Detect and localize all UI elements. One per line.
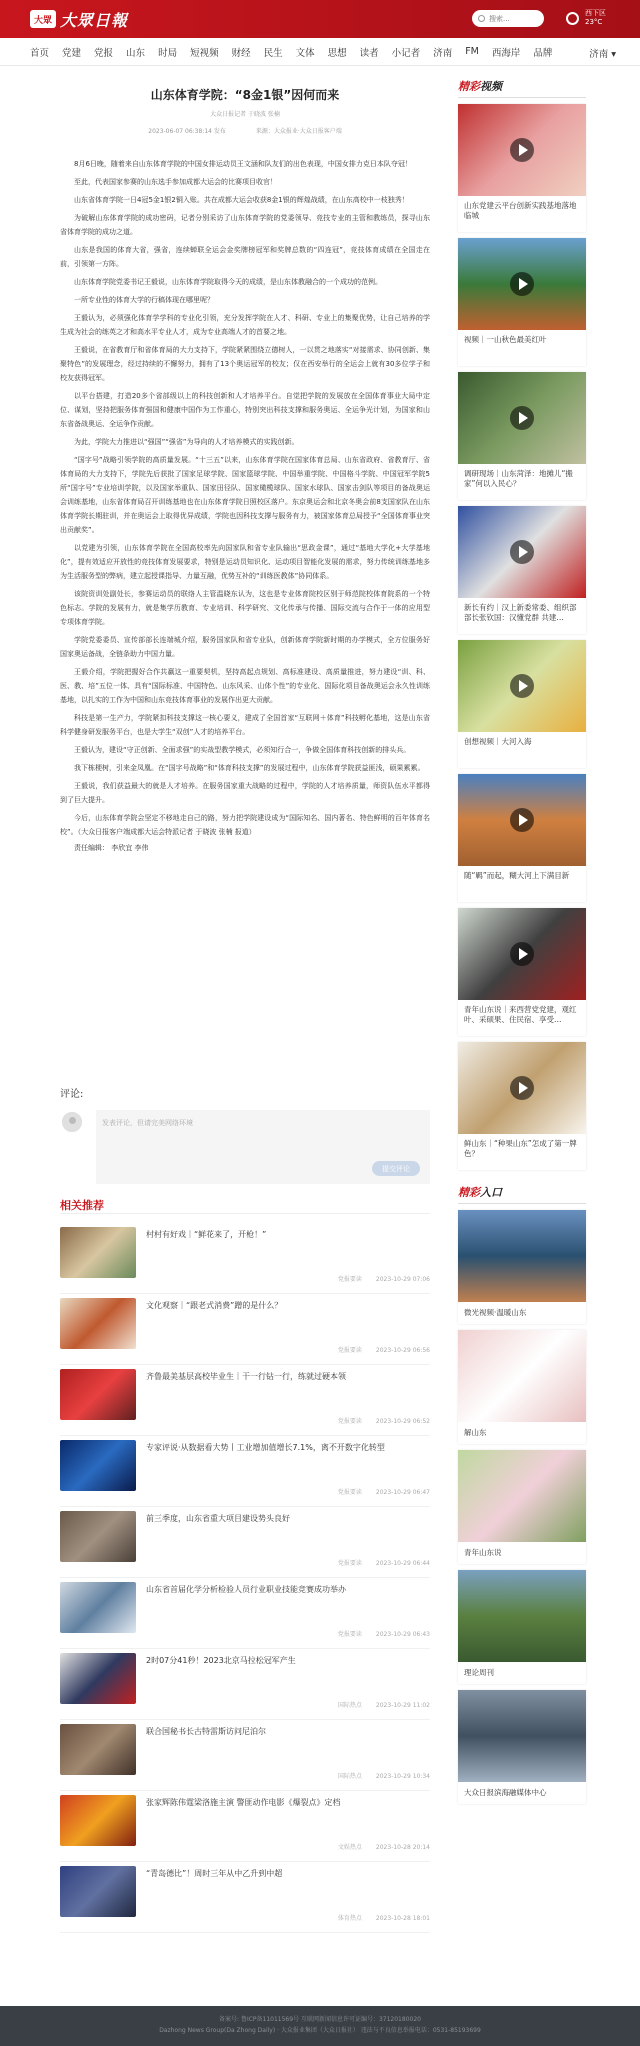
article-paragraph: 为破解山东体育学院的成功密码，记者分别采访了山东体育学院的党委领导、竞技专业的主管和教练员，探寻山东省体育学院的成功之道。 xyxy=(60,214,430,236)
related-meta xyxy=(324,1771,430,1780)
entry-heading: 精彩入口 xyxy=(458,1186,502,1199)
entry-card[interactable] xyxy=(458,1210,586,1324)
video-thumbnail[interactable] xyxy=(458,104,586,196)
nav-item[interactable]: 读者 xyxy=(359,47,379,59)
sun-icon xyxy=(566,12,579,25)
play-icon[interactable] xyxy=(510,272,534,296)
play-icon[interactable] xyxy=(510,808,534,832)
comment-box[interactable] xyxy=(96,1110,430,1184)
article-author: 大众日报记者 于晓波 张楠 xyxy=(210,111,280,118)
related-date: 2023-10-29 06:44 xyxy=(375,1560,430,1567)
list-item[interactable] xyxy=(60,1436,430,1507)
article-paragraph: 该院资训处副处长，参赛运动员的联络人主管温晓东认为，这也是专业体育院校区别于师范院校体育院系的一个特色标志。学院的发展有力，就是集学历教育、专业培训、科学研究、文化传承与传播、国际交流与合作于一体的应用型专项体育学院。 xyxy=(60,590,430,626)
video-thumbnail[interactable] xyxy=(458,238,586,330)
nav-item[interactable]: 短视频 xyxy=(190,47,219,59)
weather-temp: 23°C xyxy=(585,18,603,26)
related-title[interactable]: 2时07分41秒！2023北京马拉松冠军产生 xyxy=(146,1656,296,1665)
footer-line: 备案号: 鲁ICP备11011569号 互联网新闻信息许可证编号：37120180020 xyxy=(219,2016,421,2023)
article-paragraph: 山东体育学院党委书记王毅说，山东体育学院取得今天的成绩，是山东体教融合的一个成功的范例。 xyxy=(74,278,382,286)
divider xyxy=(458,1203,586,1204)
related-meta xyxy=(324,1345,430,1354)
article-title: 山东体育学院：“8金1银”因何而来 xyxy=(150,88,340,102)
related-date: 2023-10-29 06:56 xyxy=(375,1347,430,1354)
related-source: 党报要读 xyxy=(337,1560,362,1567)
entry-thumbnail[interactable] xyxy=(458,1450,586,1542)
list-item[interactable] xyxy=(60,1507,430,1578)
related-source: 党报要读 xyxy=(337,1631,362,1638)
entry-caption[interactable]: 青年山东说 xyxy=(464,1548,502,1557)
region-select[interactable]: 济南 ▾ xyxy=(589,49,616,60)
article-paragraph: 以平台搭建，打造20多个省部级以上的科技创新和人才培养平台。自觉把学院的发展放在全国体育事业大局中定位、谋划，坚持把服务体育强国和健康中国作为工作重心，特别突出科技支撑和服务奥运、全运争光计划，为国家和山东省备战奥运、全运争作贡献。 xyxy=(60,392,430,428)
related-source: 体育热点 xyxy=(337,1915,362,1922)
comment-heading: 评论: xyxy=(60,1089,84,1100)
related-date: 2023-10-29 07:06 xyxy=(375,1276,430,1283)
nav-item[interactable]: 文体 xyxy=(295,47,315,59)
entry-card[interactable] xyxy=(458,1330,586,1444)
related-heading: 相关推荐 xyxy=(60,1199,104,1212)
related-date: 2023-10-28 20:14 xyxy=(375,1844,430,1851)
related-date: 2023-10-29 06:43 xyxy=(375,1631,430,1638)
related-title[interactable]: 专家评说·从数据看大势丨工业增加值增长7.1%，离不开数字化转型 xyxy=(146,1443,385,1452)
related-date: 2023-10-29 11:02 xyxy=(375,1702,430,1709)
list-item[interactable] xyxy=(60,1862,430,1933)
related-meta xyxy=(324,1842,430,1851)
top-bar xyxy=(0,0,640,38)
article-paragraph: 我下栋梗树，引来金凤凰。在“国字号战略”和“体育科技支撑”的发展过程中，山东体育学院获益匪浅，硕果累累。 xyxy=(74,764,425,772)
article-paragraph: 王毅说，我们获益最大的就是人才培养。在服务国家重大战略的过程中，学院的人才培养质量，师资队伍水平都得到了巨大提升。 xyxy=(60,782,430,804)
play-icon[interactable] xyxy=(510,674,534,698)
comment-input[interactable]: 发表评论，但请完美网络环境 xyxy=(102,1119,193,1127)
related-source: 党报要读 xyxy=(337,1276,362,1283)
article-source: 来源：大众报业·大众日报客户端 xyxy=(255,128,342,135)
thumbnail[interactable] xyxy=(60,1724,136,1775)
article-paragraph: 山东是我国的体育大省，强省，连续蝉联全运会金奖牌榜冠军和奖牌总数的“四连冠”，竞技体育成绩在全国走在前，引领第一方阵。 xyxy=(60,246,430,268)
video-card[interactable] xyxy=(458,640,586,768)
weather-location: 西下区 xyxy=(585,9,606,17)
article-paragraph: 一所专业性的体育大学的行稿体现在哪里呢？ xyxy=(74,296,214,304)
article-paragraph: 今后，山东体育学院会坚定不移地走自己的路，努力把学院建设成为“国际知名、国内著名、特色鲜明的百年体育名校”。（大众日报客户端成都大运会特派记者 于晓波 张楠 报道） xyxy=(60,814,430,836)
weather-widget xyxy=(566,9,606,27)
video-thumbnail[interactable] xyxy=(458,774,586,866)
nav-item[interactable]: 党报 xyxy=(94,47,114,59)
article-paragraph: 以党建为引领，山东体育学院在全国高校率先向国家队和省专业队输出“思政金课”，通过“基地大学化+大学基地化”，提有效适应开放性的竞技体育发展要求，特别是运动员知识化、运动项目智能化发展的需求，努力传统训练基地多为生活服务型的弊病，建立起授课指导、力量互融，优势互补的“训练医教体”协同体系。 xyxy=(60,544,430,580)
related-date: 2023-10-29 06:52 xyxy=(375,1418,430,1425)
related-source: 国际热点 xyxy=(337,1773,362,1780)
video-list xyxy=(458,104,586,1170)
related-meta xyxy=(324,1274,430,1283)
video-caption[interactable]: 鲜山东｜“种果山东”怎成了第一牌色？ xyxy=(464,1139,577,1158)
related-source: 文娱热点 xyxy=(337,1844,362,1851)
logo-text: 大眾日報 xyxy=(60,10,129,30)
video-caption[interactable]: 创想视频｜大河入海 xyxy=(464,737,532,746)
video-card[interactable] xyxy=(458,506,586,634)
search-icon xyxy=(478,15,485,22)
thumbnail[interactable] xyxy=(60,1866,136,1917)
play-icon[interactable] xyxy=(510,406,534,430)
video-thumbnail[interactable] xyxy=(458,908,586,1000)
video-caption[interactable]: 新长有约｜汉上新委常委、组织部部长张钦国：汉懂党群 共建… xyxy=(464,603,577,622)
related-meta xyxy=(324,1558,430,1567)
video-caption[interactable]: 山东党建云平台创新实践基地落地临城 xyxy=(464,201,577,220)
related-meta xyxy=(324,1416,430,1425)
related-title[interactable]: 张家辉陈伟霆梁洛施主演 警匪动作电影《爆裂点》定档 xyxy=(146,1798,341,1807)
video-card[interactable] xyxy=(458,774,586,902)
thumbnail[interactable] xyxy=(60,1582,136,1633)
entry-caption[interactable]: 解山东 xyxy=(464,1428,487,1437)
list-item[interactable] xyxy=(60,1223,430,1294)
nav-item[interactable]: 山东 xyxy=(126,47,146,59)
related-title[interactable]: 联合国秘书长古特雷斯访问尼泊尔 xyxy=(146,1727,266,1736)
nav-item[interactable]: 民生 xyxy=(263,47,283,59)
entry-card[interactable] xyxy=(458,1450,586,1564)
thumbnail[interactable] xyxy=(60,1440,136,1491)
article-paragraph: 王毅说，在省教育厅和省体育局的大力支持下，学院紧紧围绕立德树人，一以贯之地落实“对接需求、协同创新、集聚特色”的发展理念，经过持续的不懈努力，拥有了13个奥运冠军的校友；仅在西安举行的全运会上就有30多位学子和校友获得冠军。 xyxy=(60,346,430,382)
entry-card[interactable] xyxy=(458,1690,586,1804)
entry-thumbnail[interactable] xyxy=(458,1570,586,1662)
entry-thumbnail[interactable] xyxy=(458,1690,586,1782)
play-icon[interactable] xyxy=(510,540,534,564)
divider xyxy=(458,97,586,98)
play-icon[interactable] xyxy=(510,138,534,162)
article-paragraph: 至此，代表国家参赛的山东选手参加成都大运会的比赛项目收官！ xyxy=(74,178,277,186)
article xyxy=(60,78,430,853)
entry-thumbnail[interactable] xyxy=(458,1210,586,1302)
video-card[interactable] xyxy=(458,238,586,366)
nav-item[interactable]: 时局 xyxy=(158,47,178,59)
related-title[interactable]: 山东省首届化学分析检验人员行业职业技能竞赛成功举办 xyxy=(146,1585,346,1594)
video-thumbnail[interactable] xyxy=(458,1042,586,1134)
video-thumbnail[interactable] xyxy=(458,372,586,464)
article-date: 2023-06-07 06:38:14 发布 xyxy=(148,128,226,135)
nav-item[interactable]: 小记者 xyxy=(391,47,421,59)
logo[interactable] xyxy=(30,8,128,30)
related-meta xyxy=(324,1629,430,1638)
nav-item[interactable]: 品牌 xyxy=(533,47,553,59)
related-title[interactable]: 齐鲁最美基层高校毕业生｜干一行钻一行，练就过硬本领 xyxy=(146,1372,346,1381)
related-meta xyxy=(324,1913,430,1922)
footer-line: Dazhong News Group(Da Zhong Daily) · 大众报业集团（大众日报社） 违法与不良信息举报电话：0531-85193699 xyxy=(159,2027,481,2034)
entry-caption[interactable]: 大众日报滨海融媒体中心 xyxy=(464,1788,547,1797)
entry-caption[interactable]: 理论周刊 xyxy=(464,1668,494,1677)
entry-card[interactable] xyxy=(458,1570,586,1684)
footer xyxy=(0,2006,640,2046)
search-input[interactable] xyxy=(489,15,539,23)
related-meta xyxy=(324,1700,430,1709)
article-paragraph: 王毅认为，建设“守正创新、全面求强”的实战型教学模式，必须知行合一，争做全国体育科技创新的排头兵。 xyxy=(74,746,411,754)
article-paragraph: 山东省体育学院一日4冠5金1银2铜入账。共在成都大运会收获8金1银的辉煌战绩，在山东高校中一枝独秀！ xyxy=(74,196,409,204)
search-box[interactable] xyxy=(472,10,544,27)
list-item[interactable] xyxy=(60,1791,430,1862)
related-date: 2023-10-28 18:01 xyxy=(375,1915,430,1922)
article-editor: 责任编辑： 李欣宜 李伟 xyxy=(74,844,149,852)
list-item[interactable] xyxy=(60,1365,430,1436)
logo-mark: 大眾 xyxy=(30,10,56,28)
related-title[interactable]: “青岛德比”！周时三年从中乙升到中超 xyxy=(146,1869,283,1878)
thumbnail[interactable] xyxy=(60,1511,136,1562)
list-item[interactable] xyxy=(60,1649,430,1720)
article-paragraph: 学院党委委员、宣传部部长连端城介绍，服务国家队和省专业队，创新体育学院新时期的办学模式，全方位服务好国家奥运备战，全链条助力中国力量。 xyxy=(60,636,430,658)
video-caption[interactable]: 调研现场｜山东菏泽：地摊儿“搬家”何以入民心？ xyxy=(464,469,573,488)
entry-list xyxy=(458,1210,586,1804)
nav-item[interactable]: 西海岸 xyxy=(491,47,521,59)
related-source: 国际热点 xyxy=(337,1702,362,1709)
nav-item[interactable]: FM xyxy=(465,46,479,57)
article-paragraph: 8月6日晚，随着来自山东体育学院的中国女排运动员王文涵和队友们的出色表现，中国女排力克日本队夺冠！ xyxy=(74,160,412,168)
article-paragraph: 为此，学院大力推进以“强国”“强省”为导向的人才培养模式的实践创新。 xyxy=(74,438,299,446)
video-caption[interactable]: 随“羁”而起，糊大河上下满目新 xyxy=(464,871,570,880)
nav-item[interactable]: 首页 xyxy=(30,47,50,59)
video-card[interactable] xyxy=(458,908,586,1036)
play-icon[interactable] xyxy=(510,942,534,966)
thumbnail[interactable] xyxy=(60,1653,136,1704)
article-paragraph: “国字号”战略引领学院的高质量发展。“十三五”以来，山东体育学院在国家体育总局、山东省政府、省教育厅、省体育局的大力支持下，学院先后获批了国家足球学院、国家篮球学院、中国举重学院、中国格斗学院、中国冠军学院5所“国字号”专业培训学院，以及国家举重队、国家田径队、国家橄榄球队、国家水球队、国家击剑队等项目的备战奥运会训练基地，山东省体育局召开训练基地也在山东体育学院日照校区落户。东京奥运会和北京冬奥会前8支国家队在山东体育学院长期驻训，并在奥运会上取得优异成绩，学院也因科技支撑与服务有力，被国家体育总局授予“全国体育事业突出贡献奖”。 xyxy=(60,456,430,534)
related-meta xyxy=(324,1487,430,1496)
nav-item[interactable]: 财经 xyxy=(231,47,251,59)
comment-section xyxy=(60,1085,430,1184)
list-item[interactable] xyxy=(60,1720,430,1791)
article-paragraph: 王毅介绍，学院把握好合作共赢这一重要契机，坚持高起点规划、高标准建设、高质量推进，努力建设“训、科、医、教、培”五位一体、具有“国际标准、中国特色、山东风采、山体个性”的专业化、国际化项目备战奥运会永久性训练基地，以扎实的工作为中国和山东竞技体育事业的发展作出更大贡献。 xyxy=(60,668,430,704)
video-caption[interactable]: 视频｜一山秋色最美红叶 xyxy=(464,335,547,344)
thumbnail[interactable] xyxy=(60,1369,136,1420)
list-item[interactable] xyxy=(60,1294,430,1365)
related-source: 党报要读 xyxy=(337,1418,362,1425)
thumbnail[interactable] xyxy=(60,1298,136,1349)
related-source: 党报要读 xyxy=(337,1347,362,1354)
submit-comment-button[interactable]: 提交评论 xyxy=(372,1161,420,1176)
thumbnail[interactable] xyxy=(60,1227,136,1278)
entry-thumbnail[interactable] xyxy=(458,1330,586,1422)
thumbnail[interactable] xyxy=(60,1795,136,1846)
related-title[interactable]: 村村有好戏｜“鲜花来了，开枪！” xyxy=(146,1230,267,1239)
video-card[interactable] xyxy=(458,104,586,232)
video-thumbnail[interactable] xyxy=(458,640,586,732)
video-heading: 精彩视频 xyxy=(458,80,502,93)
video-card[interactable] xyxy=(458,1042,586,1170)
entry-caption[interactable]: 微光视频·温暖山东 xyxy=(464,1308,527,1317)
main-nav xyxy=(0,38,640,66)
related-title[interactable]: 前三季度，山东省重大项目建设势头良好 xyxy=(146,1514,290,1523)
nav-item[interactable]: 思想 xyxy=(327,47,347,59)
related-date: 2023-10-29 10:34 xyxy=(375,1773,430,1780)
related-list xyxy=(60,1223,430,1933)
article-paragraph: 王毅认为，必须强化体育学学科的专业化引领，充分发挥学院在人才、科研、专业上的集聚优势，让自己培养的学生成为社会的练英之才和高水平专业人才，成为专业高端人才的首要之地。 xyxy=(60,314,430,336)
related-source: 党报要读 xyxy=(337,1489,362,1496)
video-caption[interactable]: 青年山东说｜来西营党党建，观红叶、采硕果、住民宿、享受… xyxy=(464,1005,577,1024)
related-title[interactable]: 文化观察｜“跟老式消费”蹭的是什么？ xyxy=(146,1301,283,1310)
sidebar xyxy=(458,78,586,1804)
video-thumbnail[interactable] xyxy=(458,506,586,598)
article-paragraph: 科技是第一生产力，学院紧扣科技支撑这一核心要义，建成了全国首家“互联网＋体育”科技孵化基地，这是山东省科学健身研发服务平台，也是大学生“双创”人才的培养平台。 xyxy=(60,714,430,736)
video-card[interactable] xyxy=(458,372,586,500)
article-meta xyxy=(60,126,430,135)
article-body xyxy=(60,157,430,839)
nav-item[interactable]: 济南 xyxy=(433,47,453,59)
related-date: 2023-10-29 06:47 xyxy=(375,1489,430,1496)
avatar xyxy=(62,1112,82,1132)
list-item[interactable] xyxy=(60,1578,430,1649)
nav-item[interactable]: 党建 xyxy=(62,47,82,59)
play-icon[interactable] xyxy=(510,1076,534,1100)
divider xyxy=(60,1213,430,1214)
